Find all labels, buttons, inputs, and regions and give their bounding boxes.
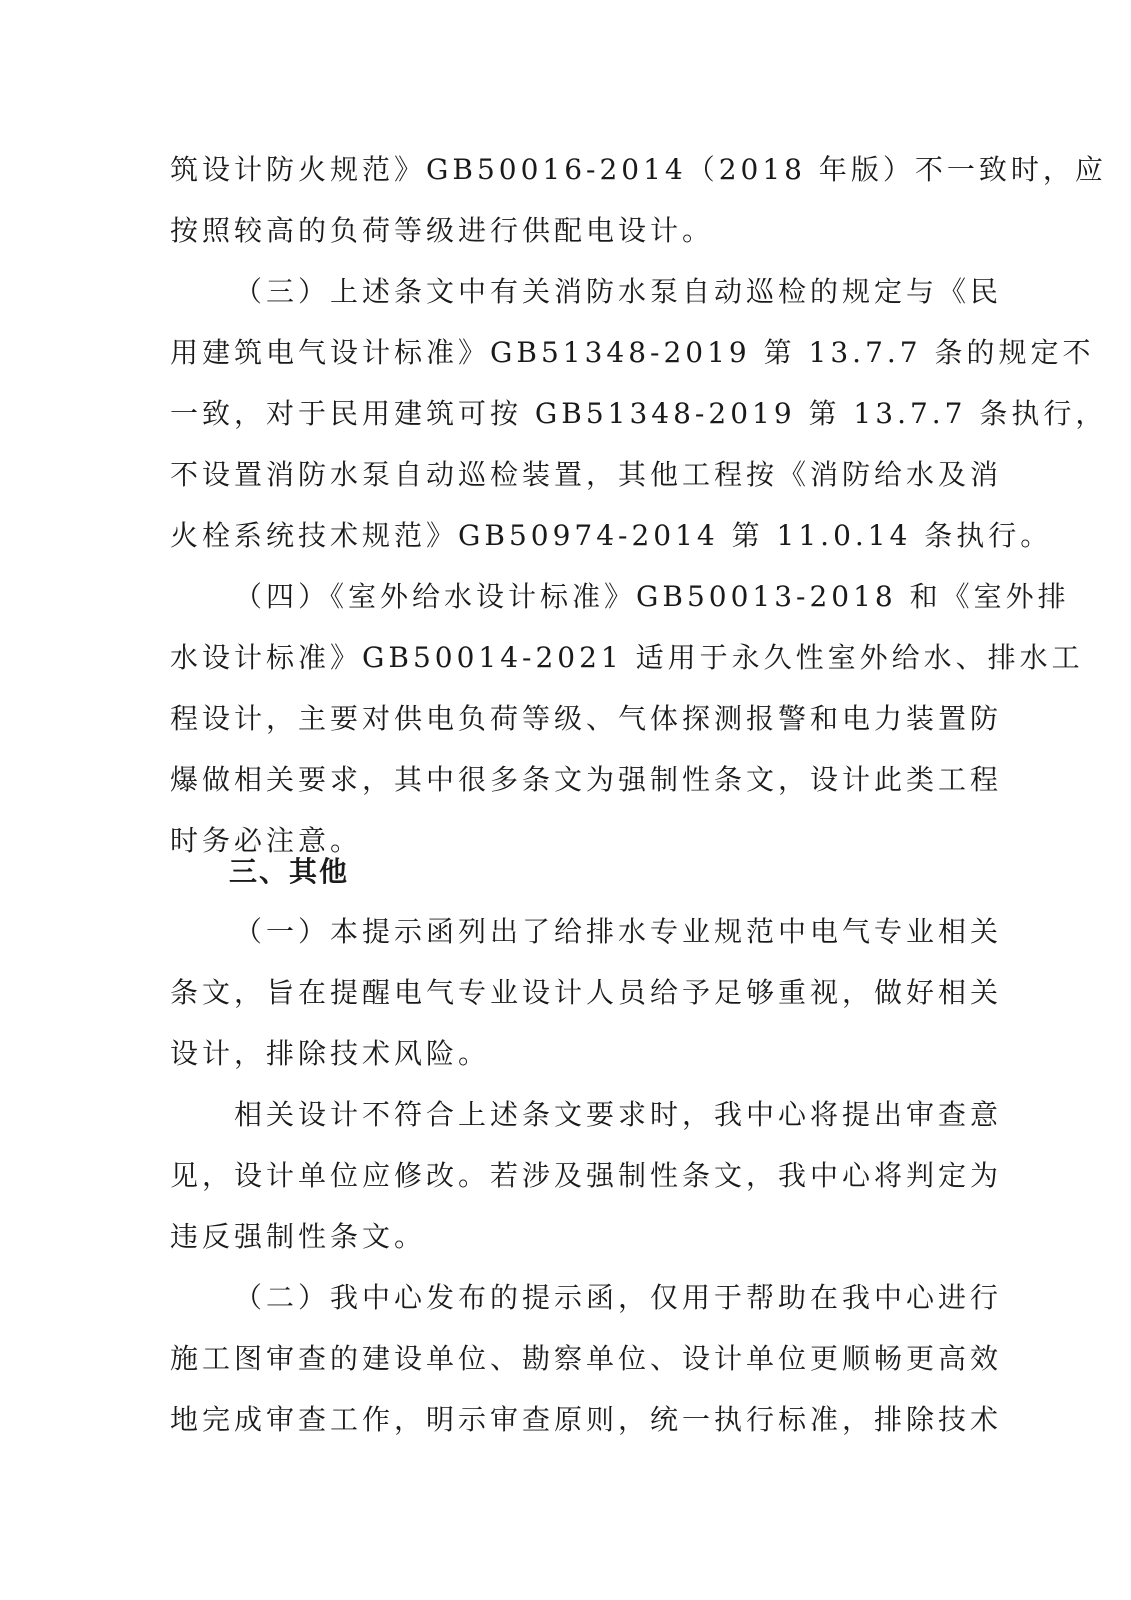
text-line: 火栓系统技术规范》GB50974-2014 第 11.0.14 条执行。	[170, 519, 1053, 552]
text-line: 程设计，主要对供电负荷等级、气体探测报警和电力装置防	[170, 702, 1003, 735]
paragraph-line: （一）本提示函列出了给排水专业规范中电气专业相关	[234, 915, 1003, 948]
text-line: 一致，对于民用建筑可按 GB51348-2019 第 13.7.7 条执行，	[170, 397, 1108, 430]
text-line: 按照较高的负荷等级进行供配电设计。	[170, 214, 715, 247]
text-line: 用建筑电气设计标准》GB51348-2019 第 13.7.7 条的规定不	[170, 336, 1095, 369]
text-line: 爆做相关要求，其中很多条文为强制性条文，设计此类工程	[170, 763, 1003, 796]
text-line: 筑设计防火规范》GB50016-2014（2018 年版）不一致时，应	[170, 153, 1107, 186]
section-heading: 三、其他	[229, 855, 350, 888]
text-line: 违反强制性条文。	[170, 1220, 427, 1253]
paragraph-line: 相关设计不符合上述条文要求时，我中心将提出审查意	[234, 1098, 1003, 1131]
text-line: 水设计标准》GB50014-2021 适用于永久性室外给水、排水工	[170, 641, 1084, 674]
text-line: 不设置消防水泵自动巡检装置，其他工程按《消防给水及消	[170, 458, 1003, 491]
text-line: 地完成审查工作，明示审查原则，统一执行标准，排除技术	[170, 1403, 1003, 1436]
text-line: 见，设计单位应修改。若涉及强制性条文，我中心将判定为	[170, 1159, 1003, 1192]
paragraph-line: （二）我中心发布的提示函，仅用于帮助在我中心进行	[234, 1281, 1003, 1314]
text-line: 设计，排除技术风险。	[170, 1037, 491, 1070]
text-line: 条文，旨在提醒电气专业设计人员给予足够重视，做好相关	[170, 976, 1003, 1009]
paragraph-line: （四）《室外给水设计标准》GB50013-2018 和《室外排	[234, 580, 1070, 613]
text-line: 时务必注意。	[170, 824, 363, 857]
text-line: 施工图审查的建设单位、勘察单位、设计单位更顺畅更高效	[170, 1342, 1003, 1375]
paragraph-line: （三）上述条文中有关消防水泵自动巡检的规定与《民	[234, 275, 1003, 308]
